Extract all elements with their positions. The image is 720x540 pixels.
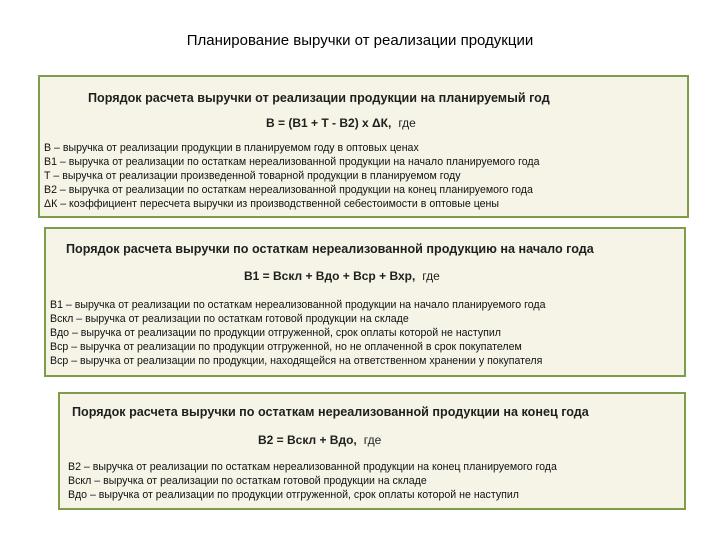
formula-expression: В1 = Вскл + Вдо + Вср + Вхр,: [244, 269, 416, 283]
definition-item: Вдо – выручка от реализации по продукции отгруженной, срок оплаты которой не наступил: [68, 489, 519, 501]
formula-suffix: где: [422, 269, 440, 283]
box-heading: Порядок расчета выручки от реализации продукции на планируемый год: [88, 91, 550, 105]
formula: [258, 433, 381, 447]
definition-item: В2 – выручка от реализации по остаткам нереализованной продукции на конец планируемого года: [68, 461, 557, 473]
definition-item: Вдо – выручка от реализации по продукции отгруженной, срок оплаты которой не наступил: [50, 327, 501, 339]
formula-suffix: где: [398, 116, 416, 130]
definition-item: Т – выручка от реализации произведенной товарной продукции в планируемом году: [44, 170, 461, 182]
formula-expression: В2 = Вскл + Вдо,: [258, 433, 357, 447]
definition-item: В1 – выручка от реализации по остаткам нереализованной продукции на начало планируемого года: [50, 299, 546, 311]
definition-list: [68, 460, 557, 502]
definition-list: [44, 141, 540, 211]
definition-item: ΔК – коэффициент пересчета выручки из производственной себестоимости в оптовые цены: [44, 198, 499, 210]
definition-item: Вср – выручка от реализации по продукции отгруженной, но не оплаченной в срок покупателем: [50, 341, 522, 353]
formula-expression: В = (В1 + Т - В2) х ΔК,: [266, 116, 392, 130]
definition-item: В – выручка от реализации продукции в планируемом году в оптовых ценах: [44, 142, 419, 154]
formula: [266, 116, 416, 130]
end-balance-formula-box: [58, 392, 686, 510]
box-heading: Порядок расчета выручки по остаткам нереализованной продукции на конец года: [72, 405, 589, 419]
definition-item: Вскл – выручка от реализации по остаткам готовой продукции на складе: [68, 475, 427, 487]
forecast-formula-box: [38, 75, 689, 218]
start-balance-formula-box: [44, 227, 686, 377]
page-title: Планирование выручки от реализации продукции: [186, 32, 534, 49]
definition-item: В1 – выручка от реализации по остаткам нереализованной продукции на начало планируемого года: [44, 156, 540, 168]
definition-item: В2 – выручка от реализации по остаткам нереализованной продукции на конец планируемого года: [44, 184, 533, 196]
formula-suffix: где: [363, 433, 382, 447]
formula: [244, 269, 440, 283]
box-heading: Порядок расчета выручки по остаткам нереализованной продукцию на начало года: [66, 242, 594, 256]
definition-item: Вскл – выручка от реализации по остаткам готовой продукции на складе: [50, 313, 409, 325]
definition-list: [50, 298, 546, 368]
definition-item: Вср – выручка от реализации по продукции, находящейся на ответственном хранении у покупателя: [50, 355, 543, 367]
